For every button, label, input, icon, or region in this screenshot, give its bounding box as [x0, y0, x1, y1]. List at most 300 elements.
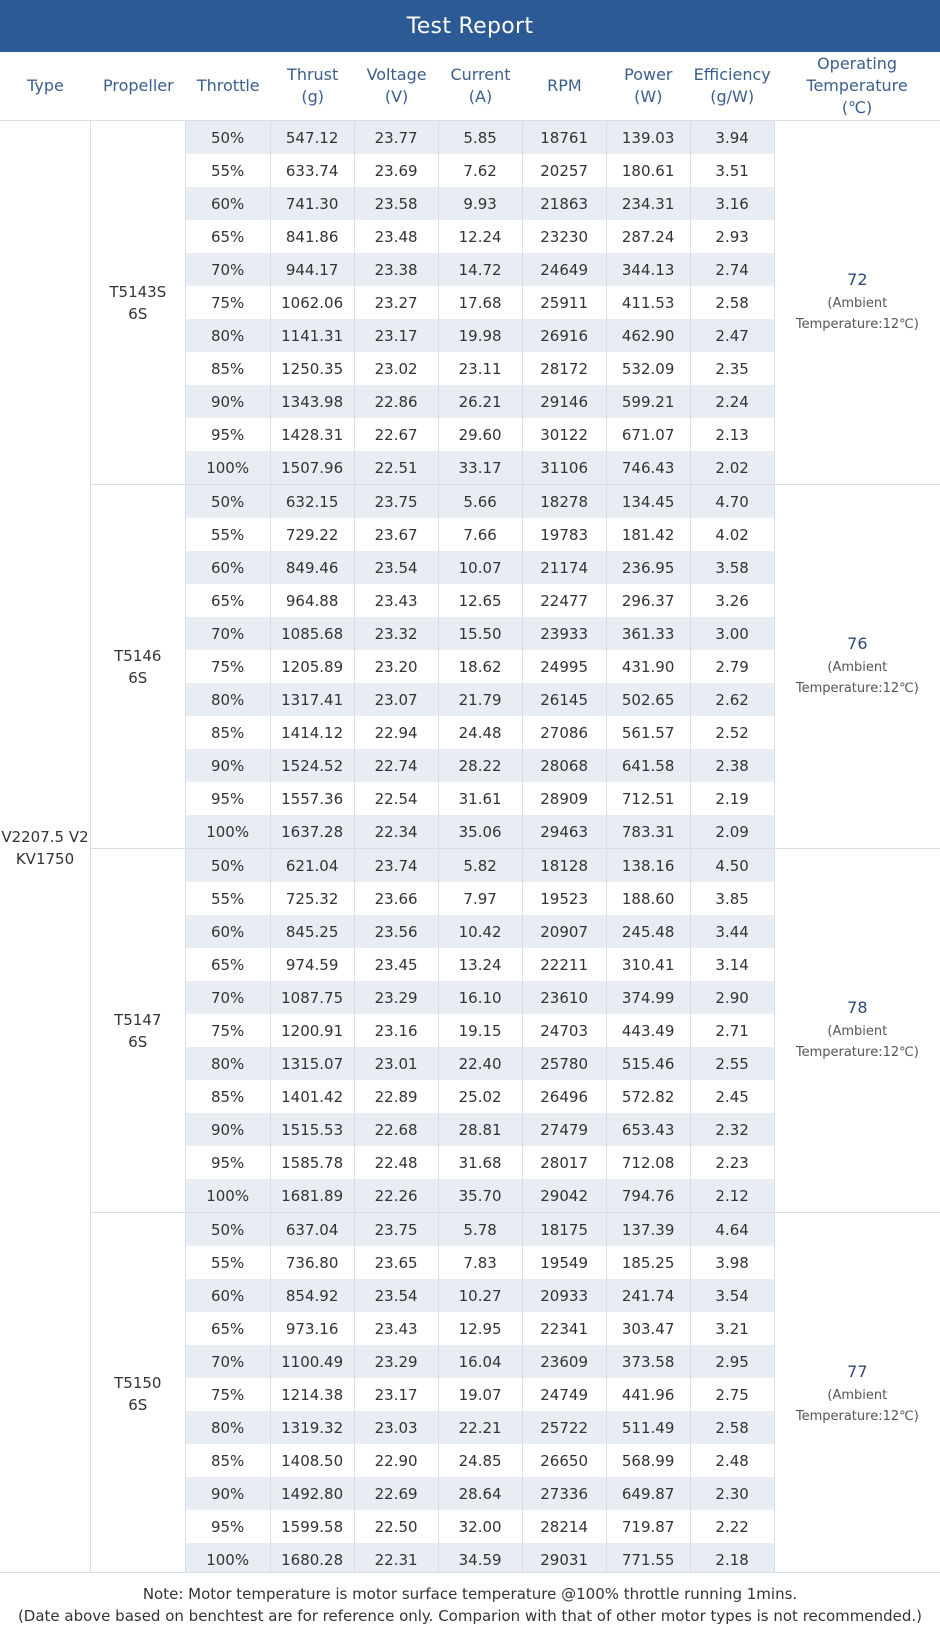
table-row [186, 1378, 775, 1411]
thrust-cell: 1637.28 [271, 815, 355, 848]
header-voltage [355, 52, 439, 120]
efficiency-cell: 4.64 [691, 1213, 775, 1246]
ambient-note: Temperature:12℃) [795, 317, 919, 332]
current-cell: 5.82 [439, 849, 523, 882]
rpm-cell: 29042 [523, 1179, 607, 1212]
thrust-cell: 741.30 [271, 187, 355, 220]
power-cell: 180.61 [607, 154, 691, 187]
voltage-cell: 23.43 [355, 584, 439, 617]
power-cell: 671.07 [607, 418, 691, 451]
rpm-cell: 23609 [523, 1345, 607, 1378]
voltage-cell: 22.48 [355, 1146, 439, 1179]
temperature-value: 77 [847, 1361, 868, 1381]
thrust-cell: 841.86 [271, 220, 355, 253]
power-cell: 572.82 [607, 1080, 691, 1113]
voltage-cell: 23.20 [355, 650, 439, 683]
efficiency-cell: 3.44 [691, 915, 775, 948]
table-row [186, 319, 775, 352]
voltage-cell: 22.86 [355, 385, 439, 418]
throttle-cell: 65% [186, 1312, 271, 1345]
power-cell: 185.25 [607, 1246, 691, 1279]
power-cell: 139.03 [607, 121, 691, 154]
table-row [186, 352, 775, 385]
table-row [186, 749, 775, 782]
throttle-cell: 60% [186, 915, 271, 948]
rpm-cell: 28909 [523, 782, 607, 815]
rpm-cell: 25780 [523, 1047, 607, 1080]
throttle-cell: 95% [186, 1510, 271, 1543]
efficiency-cell: 2.48 [691, 1444, 775, 1477]
table-row [186, 1047, 775, 1080]
table-row [186, 1246, 775, 1279]
current-cell: 24.48 [439, 716, 523, 749]
table-row [186, 518, 775, 551]
rpm-cell: 22211 [523, 948, 607, 981]
current-cell: 22.21 [439, 1411, 523, 1444]
efficiency-cell: 2.45 [691, 1080, 775, 1113]
ambient-note: (Ambient [827, 296, 888, 311]
rpm-cell: 23610 [523, 981, 607, 1014]
throttle-cell: 65% [186, 584, 271, 617]
voltage-cell: 23.07 [355, 683, 439, 716]
table-row [186, 948, 775, 981]
current-cell: 12.24 [439, 220, 523, 253]
thrust-cell: 973.16 [271, 1312, 355, 1345]
rpm-cell: 24995 [523, 650, 607, 683]
power-cell: 794.76 [607, 1179, 691, 1212]
propeller-cells: 6S [128, 1396, 148, 1414]
motor-type-cell [0, 121, 91, 1575]
table-row [186, 1477, 775, 1510]
efficiency-cell: 2.12 [691, 1179, 775, 1212]
table-row [186, 981, 775, 1014]
current-cell: 16.10 [439, 981, 523, 1014]
voltage-cell: 23.69 [355, 154, 439, 187]
motor-kv: KV1750 [15, 850, 75, 868]
table-row [186, 451, 775, 484]
throttle-cell: 55% [186, 154, 271, 187]
table-row [186, 882, 775, 915]
throttle-cell: 90% [186, 385, 271, 418]
measurement-rows [186, 849, 775, 1212]
ambient-note: Temperature:12℃) [795, 681, 919, 696]
table-row [186, 849, 775, 882]
current-cell: 19.15 [439, 1014, 523, 1047]
voltage-cell: 23.77 [355, 121, 439, 154]
thrust-cell: 854.92 [271, 1279, 355, 1312]
current-cell: 10.42 [439, 915, 523, 948]
throttle-cell: 70% [186, 617, 271, 650]
throttle-cell: 70% [186, 1345, 271, 1378]
thrust-cell: 1492.80 [271, 1477, 355, 1510]
power-cell: 443.49 [607, 1014, 691, 1047]
thrust-cell: 1408.50 [271, 1444, 355, 1477]
throttle-cell: 95% [186, 418, 271, 451]
throttle-cell: 60% [186, 1279, 271, 1312]
throttle-cell: 75% [186, 286, 271, 319]
propeller-cells: 6S [128, 304, 148, 323]
current-cell: 21.79 [439, 683, 523, 716]
efficiency-cell: 3.14 [691, 948, 775, 981]
power-cell: 561.57 [607, 716, 691, 749]
current-cell: 7.66 [439, 518, 523, 551]
power-cell: 502.65 [607, 683, 691, 716]
efficiency-cell: 2.52 [691, 716, 775, 749]
current-cell: 23.11 [439, 352, 523, 385]
power-cell: 771.55 [607, 1543, 691, 1576]
thrust-cell: 1100.49 [271, 1345, 355, 1378]
current-cell: 13.24 [439, 948, 523, 981]
current-cell: 12.95 [439, 1312, 523, 1345]
current-cell: 14.72 [439, 253, 523, 286]
voltage-cell: 23.16 [355, 1014, 439, 1047]
voltage-cell: 23.56 [355, 915, 439, 948]
power-cell: 746.43 [607, 451, 691, 484]
power-cell: 712.51 [607, 782, 691, 815]
thrust-cell: 1200.91 [271, 1014, 355, 1047]
thrust-cell: 1557.36 [271, 782, 355, 815]
voltage-cell: 22.54 [355, 782, 439, 815]
header-propeller [91, 52, 186, 120]
power-cell: 236.95 [607, 551, 691, 584]
voltage-cell: 23.65 [355, 1246, 439, 1279]
current-cell: 24.85 [439, 1444, 523, 1477]
efficiency-cell: 2.02 [691, 451, 775, 484]
efficiency-cell: 3.51 [691, 154, 775, 187]
throttle-cell: 80% [186, 683, 271, 716]
throttle-cell: 50% [186, 485, 271, 518]
table-row [186, 782, 775, 815]
efficiency-cell: 2.47 [691, 319, 775, 352]
current-cell: 35.06 [439, 815, 523, 848]
throttle-cell: 70% [186, 253, 271, 286]
table-row [186, 286, 775, 319]
current-cell: 5.78 [439, 1213, 523, 1246]
rpm-cell: 27086 [523, 716, 607, 749]
efficiency-cell: 2.58 [691, 286, 775, 319]
efficiency-cell: 2.32 [691, 1113, 775, 1146]
throttle-cell: 75% [186, 1378, 271, 1411]
thrust-cell: 1524.52 [271, 749, 355, 782]
propeller-model: T5147 [114, 1010, 162, 1029]
measurement-rows [186, 1213, 775, 1575]
voltage-cell: 23.54 [355, 1279, 439, 1312]
current-cell: 19.07 [439, 1378, 523, 1411]
temperature-cell [775, 485, 940, 848]
voltage-cell: 23.38 [355, 253, 439, 286]
efficiency-cell: 2.75 [691, 1378, 775, 1411]
temperature-value: 72 [847, 270, 868, 289]
rpm-cell: 20257 [523, 154, 607, 187]
power-cell: 411.53 [607, 286, 691, 319]
header-power [606, 52, 690, 120]
rpm-cell: 27336 [523, 1477, 607, 1510]
rpm-cell: 26145 [523, 683, 607, 716]
propeller-model: T5150 [114, 1374, 162, 1392]
footer-note-line-2: (Date above based on benchtest are for reference only. Comparion with that of other motor types is not recommended.) [17, 1607, 923, 1625]
throttle-cell: 80% [186, 1411, 271, 1444]
table-row [186, 1345, 775, 1378]
current-cell: 22.40 [439, 1047, 523, 1080]
current-cell: 28.64 [439, 1477, 523, 1510]
header-power-label: Power [624, 65, 673, 84]
voltage-cell: 22.50 [355, 1510, 439, 1543]
current-cell: 15.50 [439, 617, 523, 650]
power-cell: 310.41 [607, 948, 691, 981]
voltage-cell: 23.66 [355, 882, 439, 915]
header-type-label: Type [27, 76, 64, 95]
efficiency-cell: 2.74 [691, 253, 775, 286]
efficiency-cell: 3.98 [691, 1246, 775, 1279]
current-cell: 26.21 [439, 385, 523, 418]
efficiency-cell: 3.54 [691, 1279, 775, 1312]
throttle-cell: 65% [186, 948, 271, 981]
propeller-cell [91, 1213, 186, 1575]
propeller-cells: 6S [128, 668, 148, 687]
efficiency-cell: 2.35 [691, 352, 775, 385]
temperature-value: 78 [847, 998, 868, 1017]
voltage-cell: 23.75 [355, 485, 439, 518]
rpm-cell: 30122 [523, 418, 607, 451]
thrust-cell: 1343.98 [271, 385, 355, 418]
rpm-cell: 24703 [523, 1014, 607, 1047]
header-efficiency-unit: (g/W) [710, 87, 755, 106]
table-row [186, 1510, 775, 1543]
header-current-label: Current [450, 65, 511, 84]
header-throttle-label: Throttle [196, 76, 260, 95]
current-cell: 18.62 [439, 650, 523, 683]
thrust-cell: 1315.07 [271, 1047, 355, 1080]
current-cell: 25.02 [439, 1080, 523, 1113]
table-row [186, 1213, 775, 1246]
power-cell: 641.58 [607, 749, 691, 782]
thrust-cell: 1681.89 [271, 1179, 355, 1212]
propeller-cell [91, 849, 186, 1212]
thrust-cell: 974.59 [271, 948, 355, 981]
power-cell: 134.45 [607, 485, 691, 518]
rpm-cell: 29146 [523, 385, 607, 418]
current-cell: 7.97 [439, 882, 523, 915]
throttle-cell: 85% [186, 352, 271, 385]
header-temperature-label: Operating [817, 54, 898, 73]
efficiency-cell: 2.22 [691, 1510, 775, 1543]
throttle-cell: 55% [186, 882, 271, 915]
table-row [186, 485, 775, 518]
thrust-cell: 1062.06 [271, 286, 355, 319]
throttle-cell: 85% [186, 1444, 271, 1477]
voltage-cell: 22.67 [355, 418, 439, 451]
power-cell: 344.13 [607, 253, 691, 286]
throttle-cell: 95% [186, 782, 271, 815]
power-cell: 712.08 [607, 1146, 691, 1179]
current-cell: 5.66 [439, 485, 523, 518]
efficiency-cell: 3.58 [691, 551, 775, 584]
propeller-cell [91, 485, 186, 848]
table-row [186, 617, 775, 650]
measurement-rows [186, 485, 775, 848]
rpm-cell: 19523 [523, 882, 607, 915]
power-cell: 181.42 [607, 518, 691, 551]
current-cell: 10.07 [439, 551, 523, 584]
power-cell: 361.33 [607, 617, 691, 650]
voltage-cell: 23.32 [355, 617, 439, 650]
current-cell: 28.81 [439, 1113, 523, 1146]
table-row [186, 1146, 775, 1179]
efficiency-cell: 2.09 [691, 815, 775, 848]
table-body [0, 121, 940, 1575]
efficiency-cell: 2.24 [691, 385, 775, 418]
voltage-cell: 22.34 [355, 815, 439, 848]
rpm-cell: 21174 [523, 551, 607, 584]
throttle-cell: 55% [186, 518, 271, 551]
rpm-cell: 26496 [523, 1080, 607, 1113]
rpm-cell: 28214 [523, 1510, 607, 1543]
measurement-rows [186, 121, 775, 484]
table-row [186, 220, 775, 253]
power-cell: 188.60 [607, 882, 691, 915]
table-row [186, 187, 775, 220]
table-row [186, 716, 775, 749]
voltage-cell: 23.45 [355, 948, 439, 981]
header-thrust [271, 52, 355, 120]
table-row [186, 1312, 775, 1345]
rpm-cell: 28172 [523, 352, 607, 385]
efficiency-cell: 3.16 [691, 187, 775, 220]
voltage-cell: 23.27 [355, 286, 439, 319]
efficiency-cell: 2.71 [691, 1014, 775, 1047]
power-cell: 137.39 [607, 1213, 691, 1246]
thrust-cell: 621.04 [271, 849, 355, 882]
propeller-model: T5143S [109, 282, 167, 301]
thrust-cell: 849.46 [271, 551, 355, 584]
thrust-cell: 632.15 [271, 485, 355, 518]
throttle-cell: 85% [186, 1080, 271, 1113]
power-cell: 532.09 [607, 352, 691, 385]
thrust-cell: 1414.12 [271, 716, 355, 749]
voltage-cell: 23.43 [355, 1312, 439, 1345]
efficiency-cell: 2.93 [691, 220, 775, 253]
throttle-cell: 75% [186, 1014, 271, 1047]
current-cell: 12.65 [439, 584, 523, 617]
thrust-cell: 1680.28 [271, 1543, 355, 1576]
rpm-cell: 18128 [523, 849, 607, 882]
voltage-cell: 23.54 [355, 551, 439, 584]
table-row [186, 253, 775, 286]
voltage-cell: 23.58 [355, 187, 439, 220]
propeller-model: T5146 [114, 646, 162, 665]
header-voltage-unit: (V) [384, 87, 409, 106]
propeller-group [91, 121, 940, 485]
table-row [186, 1014, 775, 1047]
rpm-cell: 26916 [523, 319, 607, 352]
rpm-cell: 27479 [523, 1113, 607, 1146]
header-efficiency-label: Efficiency [693, 65, 771, 84]
current-cell: 17.68 [439, 286, 523, 319]
efficiency-cell: 3.85 [691, 882, 775, 915]
voltage-cell: 22.74 [355, 749, 439, 782]
efficiency-cell: 2.30 [691, 1477, 775, 1510]
throttle-cell: 50% [186, 121, 271, 154]
voltage-cell: 23.67 [355, 518, 439, 551]
current-cell: 33.17 [439, 451, 523, 484]
throttle-cell: 50% [186, 849, 271, 882]
power-cell: 441.96 [607, 1378, 691, 1411]
thrust-cell: 1319.32 [271, 1411, 355, 1444]
rpm-cell: 22477 [523, 584, 607, 617]
current-cell: 16.04 [439, 1345, 523, 1378]
voltage-cell: 22.31 [355, 1543, 439, 1576]
rpm-cell: 28068 [523, 749, 607, 782]
temperature-cell [775, 849, 940, 1212]
rpm-cell: 31106 [523, 451, 607, 484]
throttle-cell: 90% [186, 749, 271, 782]
ambient-note: (Ambient [827, 1387, 888, 1403]
current-cell: 9.93 [439, 187, 523, 220]
table-row [186, 551, 775, 584]
rpm-cell: 24749 [523, 1378, 607, 1411]
table-header [0, 52, 940, 121]
header-temperature-label-2: Temperature [806, 76, 908, 95]
efficiency-cell: 3.21 [691, 1312, 775, 1345]
power-cell: 431.90 [607, 650, 691, 683]
ambient-note: (Ambient [827, 1024, 888, 1039]
rpm-cell: 28017 [523, 1146, 607, 1179]
throttle-cell: 50% [186, 1213, 271, 1246]
efficiency-cell: 4.70 [691, 485, 775, 518]
table-row [186, 418, 775, 451]
header-thrust-label: Thrust [287, 65, 339, 84]
thrust-cell: 1317.41 [271, 683, 355, 716]
voltage-cell: 23.48 [355, 220, 439, 253]
header-current-unit: (A) [468, 87, 493, 106]
propeller-group [91, 849, 940, 1213]
thrust-cell: 1085.68 [271, 617, 355, 650]
thrust-cell: 1507.96 [271, 451, 355, 484]
thrust-cell: 1515.53 [271, 1113, 355, 1146]
current-cell: 10.27 [439, 1279, 523, 1312]
motor-model: V2207.5 V2 [1, 828, 89, 846]
voltage-cell: 22.26 [355, 1179, 439, 1212]
header-thrust-unit: (g) [301, 87, 324, 106]
efficiency-cell: 2.38 [691, 749, 775, 782]
voltage-cell: 23.02 [355, 352, 439, 385]
rpm-cell: 20933 [523, 1279, 607, 1312]
rpm-cell: 22341 [523, 1312, 607, 1345]
header-voltage-label: Voltage [366, 65, 427, 84]
propeller-groups [91, 121, 940, 1575]
voltage-cell: 22.69 [355, 1477, 439, 1510]
throttle-cell: 55% [186, 1246, 271, 1279]
throttle-cell: 80% [186, 1047, 271, 1080]
table-row [186, 121, 775, 154]
thrust-cell: 1250.35 [271, 352, 355, 385]
rpm-cell: 19549 [523, 1246, 607, 1279]
efficiency-cell: 2.19 [691, 782, 775, 815]
table-row [186, 915, 775, 948]
current-cell: 19.98 [439, 319, 523, 352]
thrust-cell: 1599.58 [271, 1510, 355, 1543]
thrust-cell: 845.25 [271, 915, 355, 948]
efficiency-cell: 2.95 [691, 1345, 775, 1378]
voltage-cell: 23.29 [355, 1345, 439, 1378]
rpm-cell: 23230 [523, 220, 607, 253]
rpm-cell: 18278 [523, 485, 607, 518]
rpm-cell: 29031 [523, 1543, 607, 1576]
rpm-cell: 20907 [523, 915, 607, 948]
thrust-cell: 729.22 [271, 518, 355, 551]
current-cell: 31.61 [439, 782, 523, 815]
ambient-note: (Ambient [827, 660, 888, 675]
